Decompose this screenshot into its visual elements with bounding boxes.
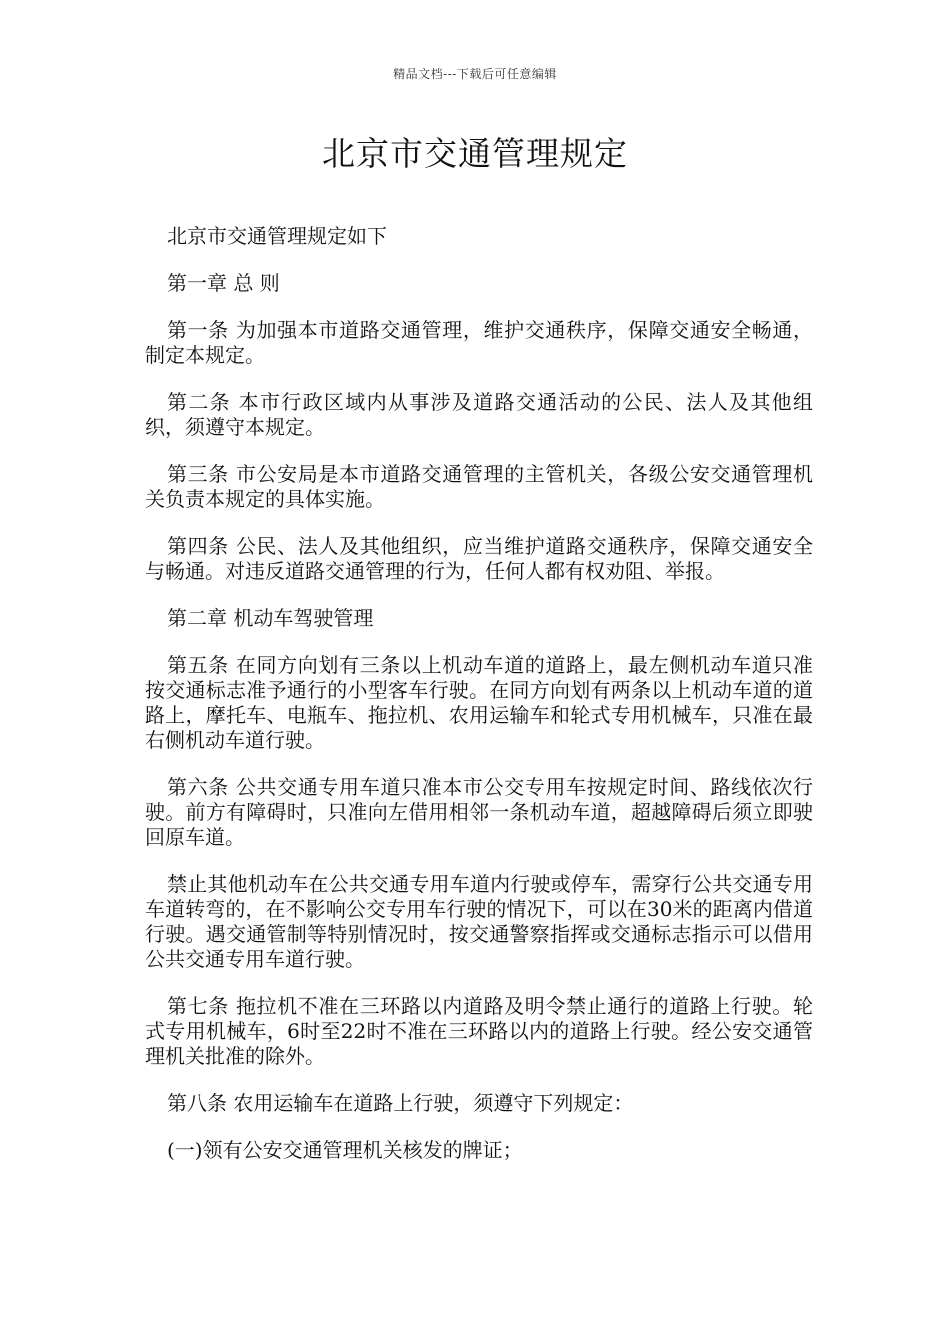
article-paragraph: 第四条 公民、法人及其他组织，应当维护道路交通秩序，保障交通安全与畅通。对违反道路交通管理的行为，任何人都有权劝阻、举报。 xyxy=(145,534,813,583)
intro-paragraph: 北京市交通管理规定如下 xyxy=(167,224,387,248)
article-paragraph: 第八条 农用运输车在道路上行驶，须遵守下列规定： xyxy=(167,1091,634,1115)
article-paragraph: 第三条 市公安局是本市道路交通管理的主管机关，各级公安交通管理机关负责本规定的具体实施。 xyxy=(145,462,813,511)
document-body xyxy=(145,224,813,1185)
article-paragraph: 第六条 公共交通专用车道只准本市公交专用车按规定时间、路线依次行驶。前方有障碍时，只准向左借用相邻一条机动车道，超越障碍后须立即驶回原车道。 xyxy=(145,775,813,849)
chapter-heading: 第一章 总 则 xyxy=(167,271,280,295)
chapter-heading: 第二章 机动车驾驶管理 xyxy=(167,606,374,630)
article-paragraph: 第一条 为加强本市道路交通管理，维护交通秩序，保障交通安全畅通，制定本规定。 xyxy=(145,318,813,367)
article-paragraph: 第五条 在同方向划有三条以上机动车道的道路上，最左侧机动车道只准按交通标志准予通行的小型客车行驶。在同方向划有两条以上机动车道的道路上，摩托车、电瓶车、拖拉机、农用运输车和轮式专用机械车，只准在最右侧机动车道行驶。 xyxy=(145,653,813,752)
list-item: (一)领有公安交通管理机关核发的牌证； xyxy=(167,1138,523,1162)
article-paragraph: 第七条 拖拉机不准在三环路以内道路及明令禁止通行的道路上行驶。轮式专用机械车，6时至22时不准在三环路以内的道路上行驶。经公安交通管理机关批准的除外。 xyxy=(145,994,813,1068)
header-note: 精品文档---下载后可任意编辑 xyxy=(393,67,557,81)
article-paragraph: 第二条 本市行政区域内从事涉及道路交通活动的公民、法人及其他组织，须遵守本规定。 xyxy=(145,390,813,439)
article-paragraph: 禁止其他机动车在公共交通专用车道内行驶或停车，需穿行公共交通专用车道转弯的，在不影响公交专用车行驶的情况下，可以在30米的距离内借道行驶。遇交通管制等特别情况时，按交通警察指挥或交通标志指示可以借用公共交通专用车道行驶。 xyxy=(145,872,813,971)
document-title: 北京市交通管理规定 xyxy=(322,134,628,173)
